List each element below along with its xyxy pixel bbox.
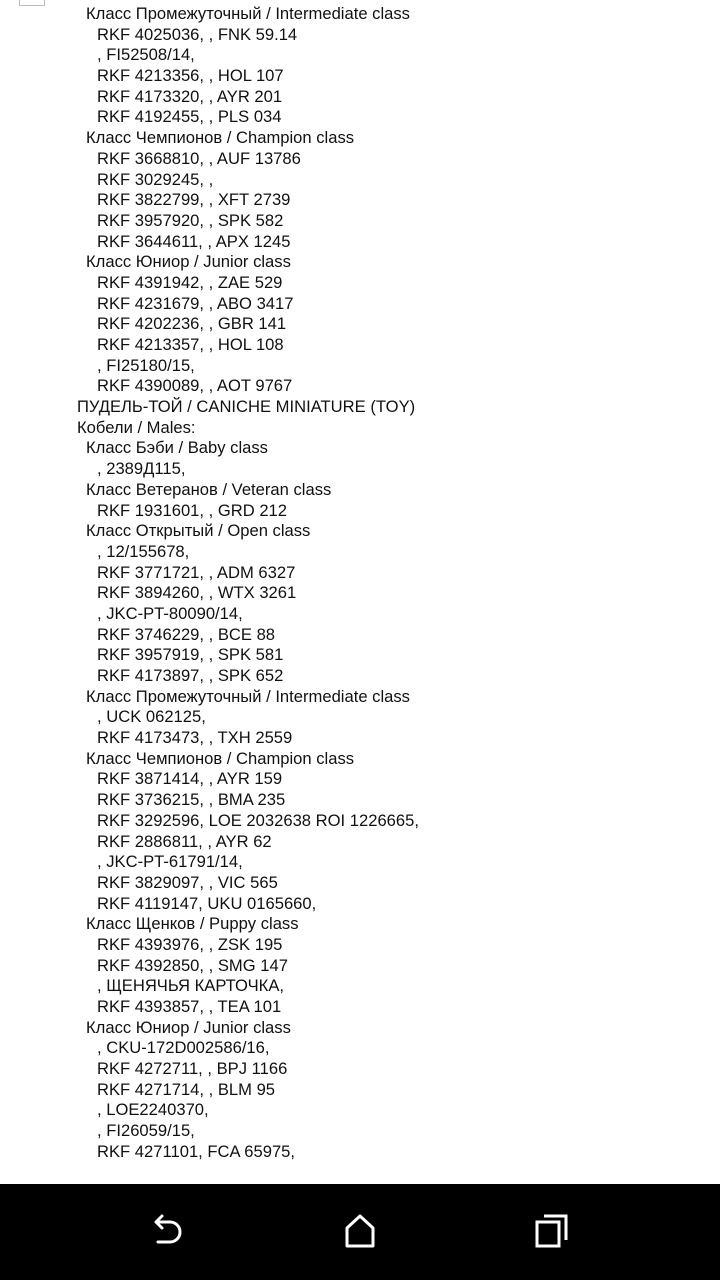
- entry-line: RKF 4192455, , PLS 034: [97, 107, 282, 127]
- entry-line: RKF 3292596, LOE 2032638 ROI 1226665,: [97, 810, 419, 830]
- entry-line: RKF 4173897, , SPK 652: [97, 666, 284, 685]
- entry-line: , FI26059/15,: [97, 1121, 195, 1141]
- entry-line: RKF 4025036, , FNK 59.14: [97, 24, 298, 44]
- class-heading: Класс Юниор / Junior class: [86, 252, 291, 272]
- entry-line: RKF 4392850, , SMG 147: [97, 955, 288, 975]
- class-heading: Класс Ветеранов / Veteran class: [86, 479, 332, 499]
- entry-line: RKF 3957919, , SPK 581: [97, 645, 284, 665]
- entry-line: RKF 3822799, , XFT 2739: [97, 190, 291, 210]
- back-icon: [148, 1212, 188, 1252]
- recents-button[interactable]: [522, 1208, 582, 1256]
- entry-line: RKF 3871414, , AYR 159: [97, 769, 283, 789]
- entry-line: RKF 4391942, , ZAE 529: [97, 272, 283, 292]
- entry-line: , CKU-172D002586/16,: [97, 1038, 270, 1058]
- entry-line: RKF 4393857, , TEA 101: [97, 997, 282, 1016]
- entry-line: , FI52508/14,: [97, 45, 195, 65]
- entry-line: RKF 3736215, , BMA 235: [97, 790, 286, 810]
- entry-line: RKF 4271101, FCA 65975,: [97, 1141, 296, 1161]
- section-heading: ПУДЕЛЬ-ТОЙ / CANICHE MINIATURE (TOY): [77, 397, 416, 417]
- entry-line: RKF 4213356, , HOL 107: [97, 66, 284, 86]
- document-content: [0, 4, 720, 1163]
- class-heading: Класс Промежуточный / Intermediate class: [86, 686, 410, 706]
- entry-line: , ЩЕНЯЧЬЯ КАРТОЧКА,: [97, 976, 285, 996]
- entry-line: RKF 4393976, , ZSK 195: [97, 934, 283, 954]
- entry-line: RKF 3029245, ,: [97, 169, 214, 189]
- entry-line: RKF 2886811, , AYR 62: [97, 831, 272, 851]
- entry-line: RKF 4272711, , BPJ 1166: [97, 1059, 288, 1079]
- entry-line: , JKC-PT-61791/14,: [97, 852, 243, 872]
- navigation-bar: [0, 1184, 720, 1280]
- entry-line: RKF 4390089, , AOT 9767: [97, 376, 293, 396]
- class-heading: Класс Юниор / Junior class: [86, 1017, 291, 1037]
- entry-line: RKF 1931601, , GRD 212: [97, 500, 288, 520]
- entry-line: RKF 4231679, , ABO 3417: [97, 293, 294, 313]
- entry-line: RKF 3829097, , VIC 565: [97, 872, 278, 892]
- recents-icon: [532, 1212, 572, 1252]
- entry-line: , 12/155678,: [97, 541, 190, 561]
- entry-line: , FI25180/15,: [97, 355, 195, 375]
- home-icon: [340, 1212, 380, 1252]
- entry-line: , 2389Д115,: [97, 459, 186, 479]
- home-button[interactable]: [330, 1208, 390, 1256]
- class-heading: Класс Открытый / Open class: [86, 521, 311, 541]
- entry-line: RKF 3957920, , SPK 582: [97, 210, 284, 230]
- class-heading: Класс Щенков / Puppy class: [86, 914, 299, 934]
- entry-line: RKF 4173320, , AYR 201: [97, 86, 283, 106]
- entry-line: RKF 3894260, , WTX 3261: [97, 583, 297, 603]
- entry-line: RKF 4271714, , BLM 95: [97, 1079, 276, 1099]
- class-heading: Класс Бэби / Baby class: [86, 438, 268, 458]
- entry-line: RKF 3746229, , BCE 88: [97, 624, 276, 644]
- entry-line: RKF 4213357, , HOL 108: [97, 335, 284, 354]
- class-heading: Класс Чемпионов / Champion class: [86, 128, 355, 148]
- entry-line: RKF 4202236, , GBR 141: [97, 314, 287, 334]
- entry-line: RKF 4173473, , TXH 2559: [97, 728, 293, 748]
- class-heading: Класс Промежуточный / Intermediate class: [86, 4, 410, 23]
- entry-line: , UCK 062125,: [97, 707, 206, 727]
- entry-line: , JKC-PT-80090/14,: [97, 603, 243, 623]
- section-heading: Кобели / Males:: [77, 417, 196, 437]
- entry-line: , LOE2240370,: [97, 1100, 209, 1120]
- entry-line: RKF 3668810, , AUF 13786: [97, 148, 301, 168]
- entry-line: RKF 4119147, UKU 0165660,: [97, 893, 317, 913]
- class-heading: Класс Чемпионов / Champion class: [86, 748, 355, 768]
- entry-line: RKF 3644611, , APX 1245: [97, 231, 291, 251]
- back-button[interactable]: [138, 1208, 198, 1256]
- entry-line: RKF 3771721, , ADM 6327: [97, 562, 296, 582]
